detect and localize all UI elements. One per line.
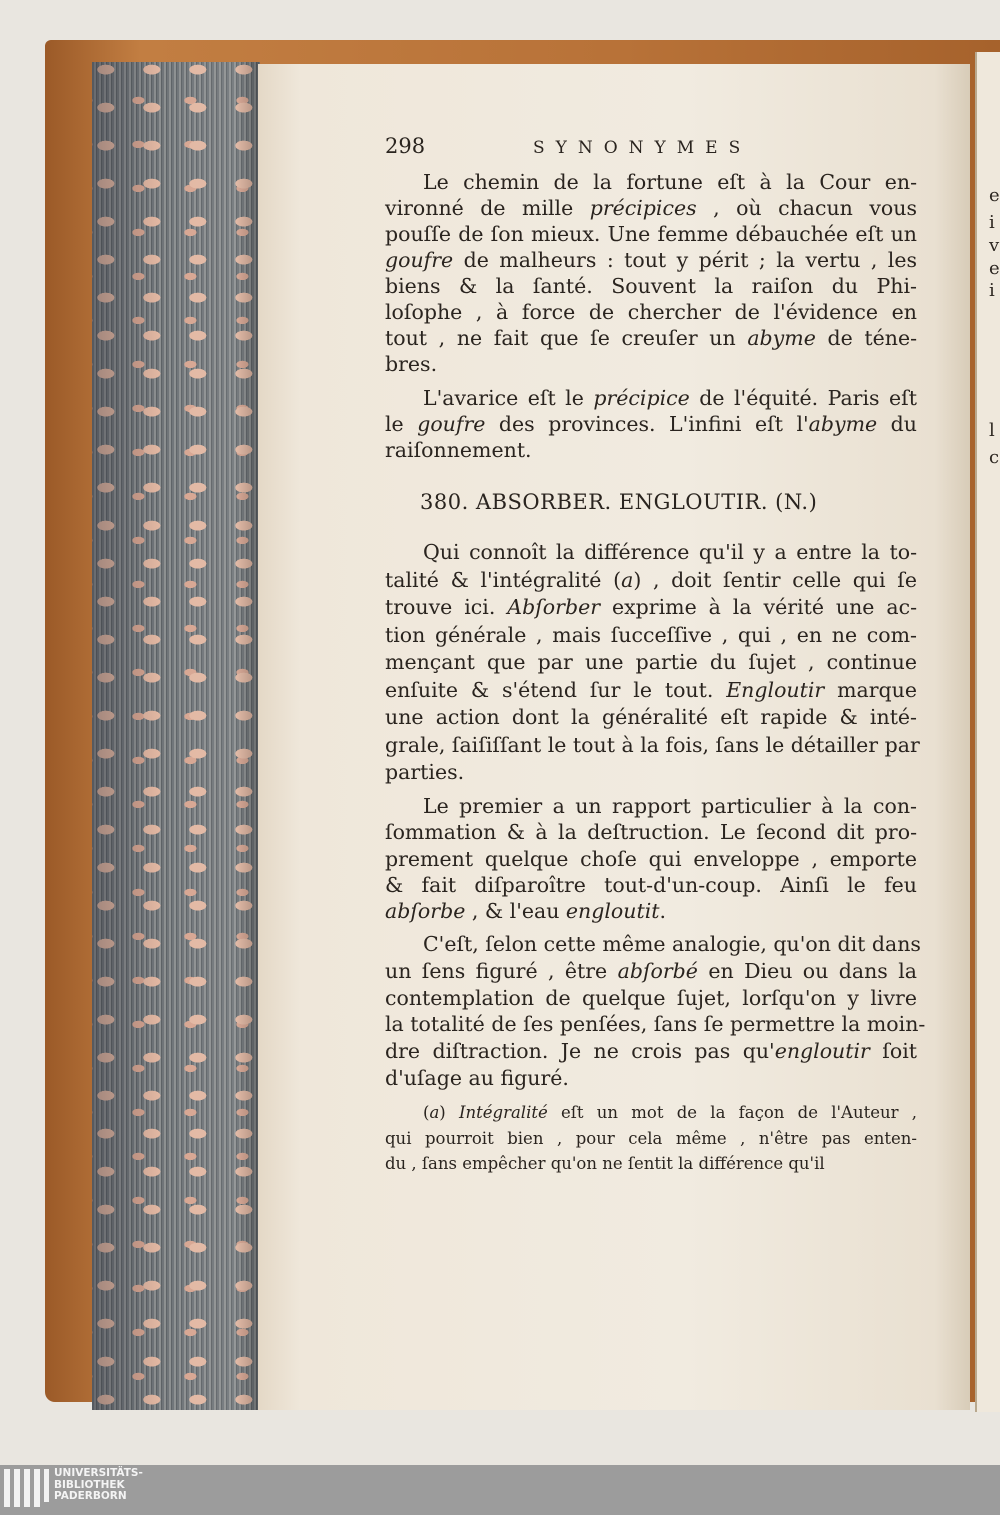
text-run: Le chemin de la fortune eſt à la Cour en- — [423, 170, 917, 194]
text-line — [385, 622, 917, 650]
text-run: marque — [824, 677, 917, 702]
text-line — [385, 759, 917, 787]
text-run: pouſſe de ſon mieux. Une femme débauchée eſt un — [385, 222, 917, 246]
facing-page-edge — [975, 52, 1000, 1412]
text-run: de l'équité. Paris eſt — [689, 386, 918, 410]
italic-term: précipices — [589, 196, 697, 220]
text-run: ) — [439, 1103, 459, 1122]
paragraph — [385, 931, 926, 1092]
text-run: qui pourroit bien , pour cela même , n'être pas enten- — [385, 1128, 917, 1148]
text-run: , où chacun vous — [696, 196, 917, 220]
text-run: exprime à la vérité une ac- — [600, 595, 917, 619]
text-run: enſuite & s'étend ſur le tout. — [385, 677, 727, 702]
text-run: ( — [423, 1103, 430, 1122]
text-run: la totalité de ſes penſées, ſans ſe permettre la moin- — [385, 1012, 926, 1037]
text-line — [385, 273, 917, 299]
text-run: parties. — [385, 760, 465, 784]
text-run: une action dont la généralité eſt rapide & inté- — [385, 705, 917, 729]
facing-page-letter: l — [989, 420, 995, 441]
text-line — [385, 195, 917, 221]
text-run: bres. — [385, 352, 438, 376]
text-line — [385, 385, 917, 411]
text-run: trouve ici. — [385, 595, 508, 619]
text-line — [385, 1011, 926, 1038]
text-line — [385, 846, 917, 872]
text-run: eſt un mot de la façon de l'Auteur , — [547, 1103, 917, 1122]
italic-term: abyme — [808, 412, 878, 436]
text-run: tion générale , mais ſucceſſive , qui , en ne com- — [385, 622, 917, 647]
text-run: contemplation de quelque ſujet, lorſqu'on y livre — [385, 985, 917, 1010]
text-line — [385, 819, 917, 845]
text-run: ) , doit ſentir celle qui ſe — [633, 567, 917, 592]
text-line — [385, 221, 917, 247]
italic-term: engloutir — [774, 1039, 870, 1064]
text-run: vironné de mille — [385, 196, 590, 220]
text-line — [385, 411, 917, 437]
facing-page-letter: i — [989, 212, 995, 233]
page-number: 298 — [385, 134, 426, 158]
text-line — [385, 351, 917, 377]
text-run: ſoit — [869, 1039, 917, 1064]
text-run: en Dieu ou dans la — [697, 958, 917, 983]
italic-term: Intégralité — [458, 1103, 548, 1122]
facing-page-letter: i — [989, 280, 995, 301]
library-footer — [0, 1465, 1000, 1515]
text-run: dre diſtraction. Je ne crois pas qu' — [385, 1039, 775, 1064]
text-run: de malheurs : tout y périt ; la vertu , les — [453, 248, 917, 272]
text-line — [385, 793, 917, 819]
text-run: biens & la ſanté. Souvent la raiſon du Phi- — [385, 274, 917, 298]
text-line — [385, 1038, 917, 1065]
text-line — [385, 704, 917, 732]
text-line — [385, 872, 917, 898]
footnote — [385, 1100, 917, 1177]
italic-term: engloutit — [565, 899, 660, 924]
text-run: prement quelque choſe qui enveloppe , emporte — [385, 846, 917, 871]
facing-page-letter: c — [989, 447, 1000, 468]
paragraph — [385, 539, 920, 787]
running-title: SYNONYMES — [533, 138, 752, 158]
text-run: Qui connoît la différence qu'il y a entre la to- — [423, 540, 917, 564]
text-run: L'avarice eſt le — [423, 386, 594, 410]
facing-page-letter: e — [989, 185, 1000, 206]
library-logo-text: UNIVERSITÄTS- BIBLIOTHEK PADERBORN — [54, 1467, 143, 1502]
text-line — [385, 1151, 917, 1177]
text-line — [385, 931, 921, 958]
text-run: raiſonnement. — [385, 438, 532, 462]
text-line — [385, 958, 917, 985]
italic-term: goufre — [385, 248, 454, 272]
text-run: C'eſt, ſelon cette même analogie, qu'on dit dans — [423, 932, 921, 956]
text-run: grale, ſaiſiſſant le tout à la fois, ſans le détailler par — [385, 732, 920, 757]
facing-page-letter: e — [989, 258, 1000, 279]
text-line — [385, 1100, 917, 1126]
facing-page-letter: v — [989, 235, 1000, 256]
text-line — [385, 898, 917, 924]
italic-term: a — [429, 1103, 440, 1122]
text-line — [385, 1065, 917, 1092]
text-line — [385, 649, 917, 677]
text-line — [385, 247, 917, 273]
text-line — [385, 325, 917, 351]
paragraph — [385, 793, 917, 924]
text-line — [385, 539, 917, 567]
text-line — [385, 169, 917, 195]
text-run: du — [877, 412, 918, 436]
section-heading: 380. ABSORBER. ENGLOUTIR. (N.) — [420, 490, 818, 514]
text-run: tout , ne fait que ſe creuſer un — [385, 326, 748, 350]
paragraph — [385, 385, 917, 463]
italic-term: Engloutir — [726, 677, 825, 702]
text-run: loſophe , à force de chercher de l'évidence en — [385, 300, 917, 324]
text-line — [385, 732, 920, 760]
text-run: de téne- — [815, 326, 917, 350]
text-run: ſommation & à la deſtruction. Le ſecond dit pro- — [385, 820, 917, 845]
text-line — [385, 677, 917, 705]
italic-term: a — [621, 567, 634, 592]
text-run: talité & l'intégralité ( — [385, 567, 622, 592]
italic-term: abyme — [747, 326, 816, 350]
italic-term: abſorbe — [385, 899, 466, 924]
text-run: mençant que par une partie du ſujet , continue — [385, 650, 917, 674]
text-run: le — [385, 412, 418, 436]
text-run: d'uſage au figuré. — [385, 1065, 569, 1090]
text-run: un ſens figuré , être — [385, 958, 618, 983]
italic-term: abſorbé — [617, 958, 698, 983]
text-run: . — [659, 899, 667, 924]
text-line — [385, 985, 917, 1012]
text-run: & fait diſparoître tout-d'un-coup. Ainſi le feu — [385, 872, 917, 897]
text-line — [385, 1126, 917, 1152]
italic-term: goufre — [417, 412, 486, 436]
text-run: , & l'eau — [465, 899, 566, 924]
text-run: des provinces. L'infini eſt l' — [485, 412, 809, 436]
text-line — [385, 299, 917, 325]
text-line — [385, 437, 917, 463]
text-run: Le premier a un rapport particulier à la con- — [423, 794, 917, 818]
italic-term: précipice — [593, 386, 690, 410]
italic-term: Abſorber — [507, 595, 601, 619]
paragraph — [385, 169, 917, 377]
text-run: du , ſans empêcher qu'on ne ſentit la différence qu'il — [385, 1154, 825, 1173]
text-line — [385, 594, 917, 622]
text-line — [385, 567, 917, 595]
